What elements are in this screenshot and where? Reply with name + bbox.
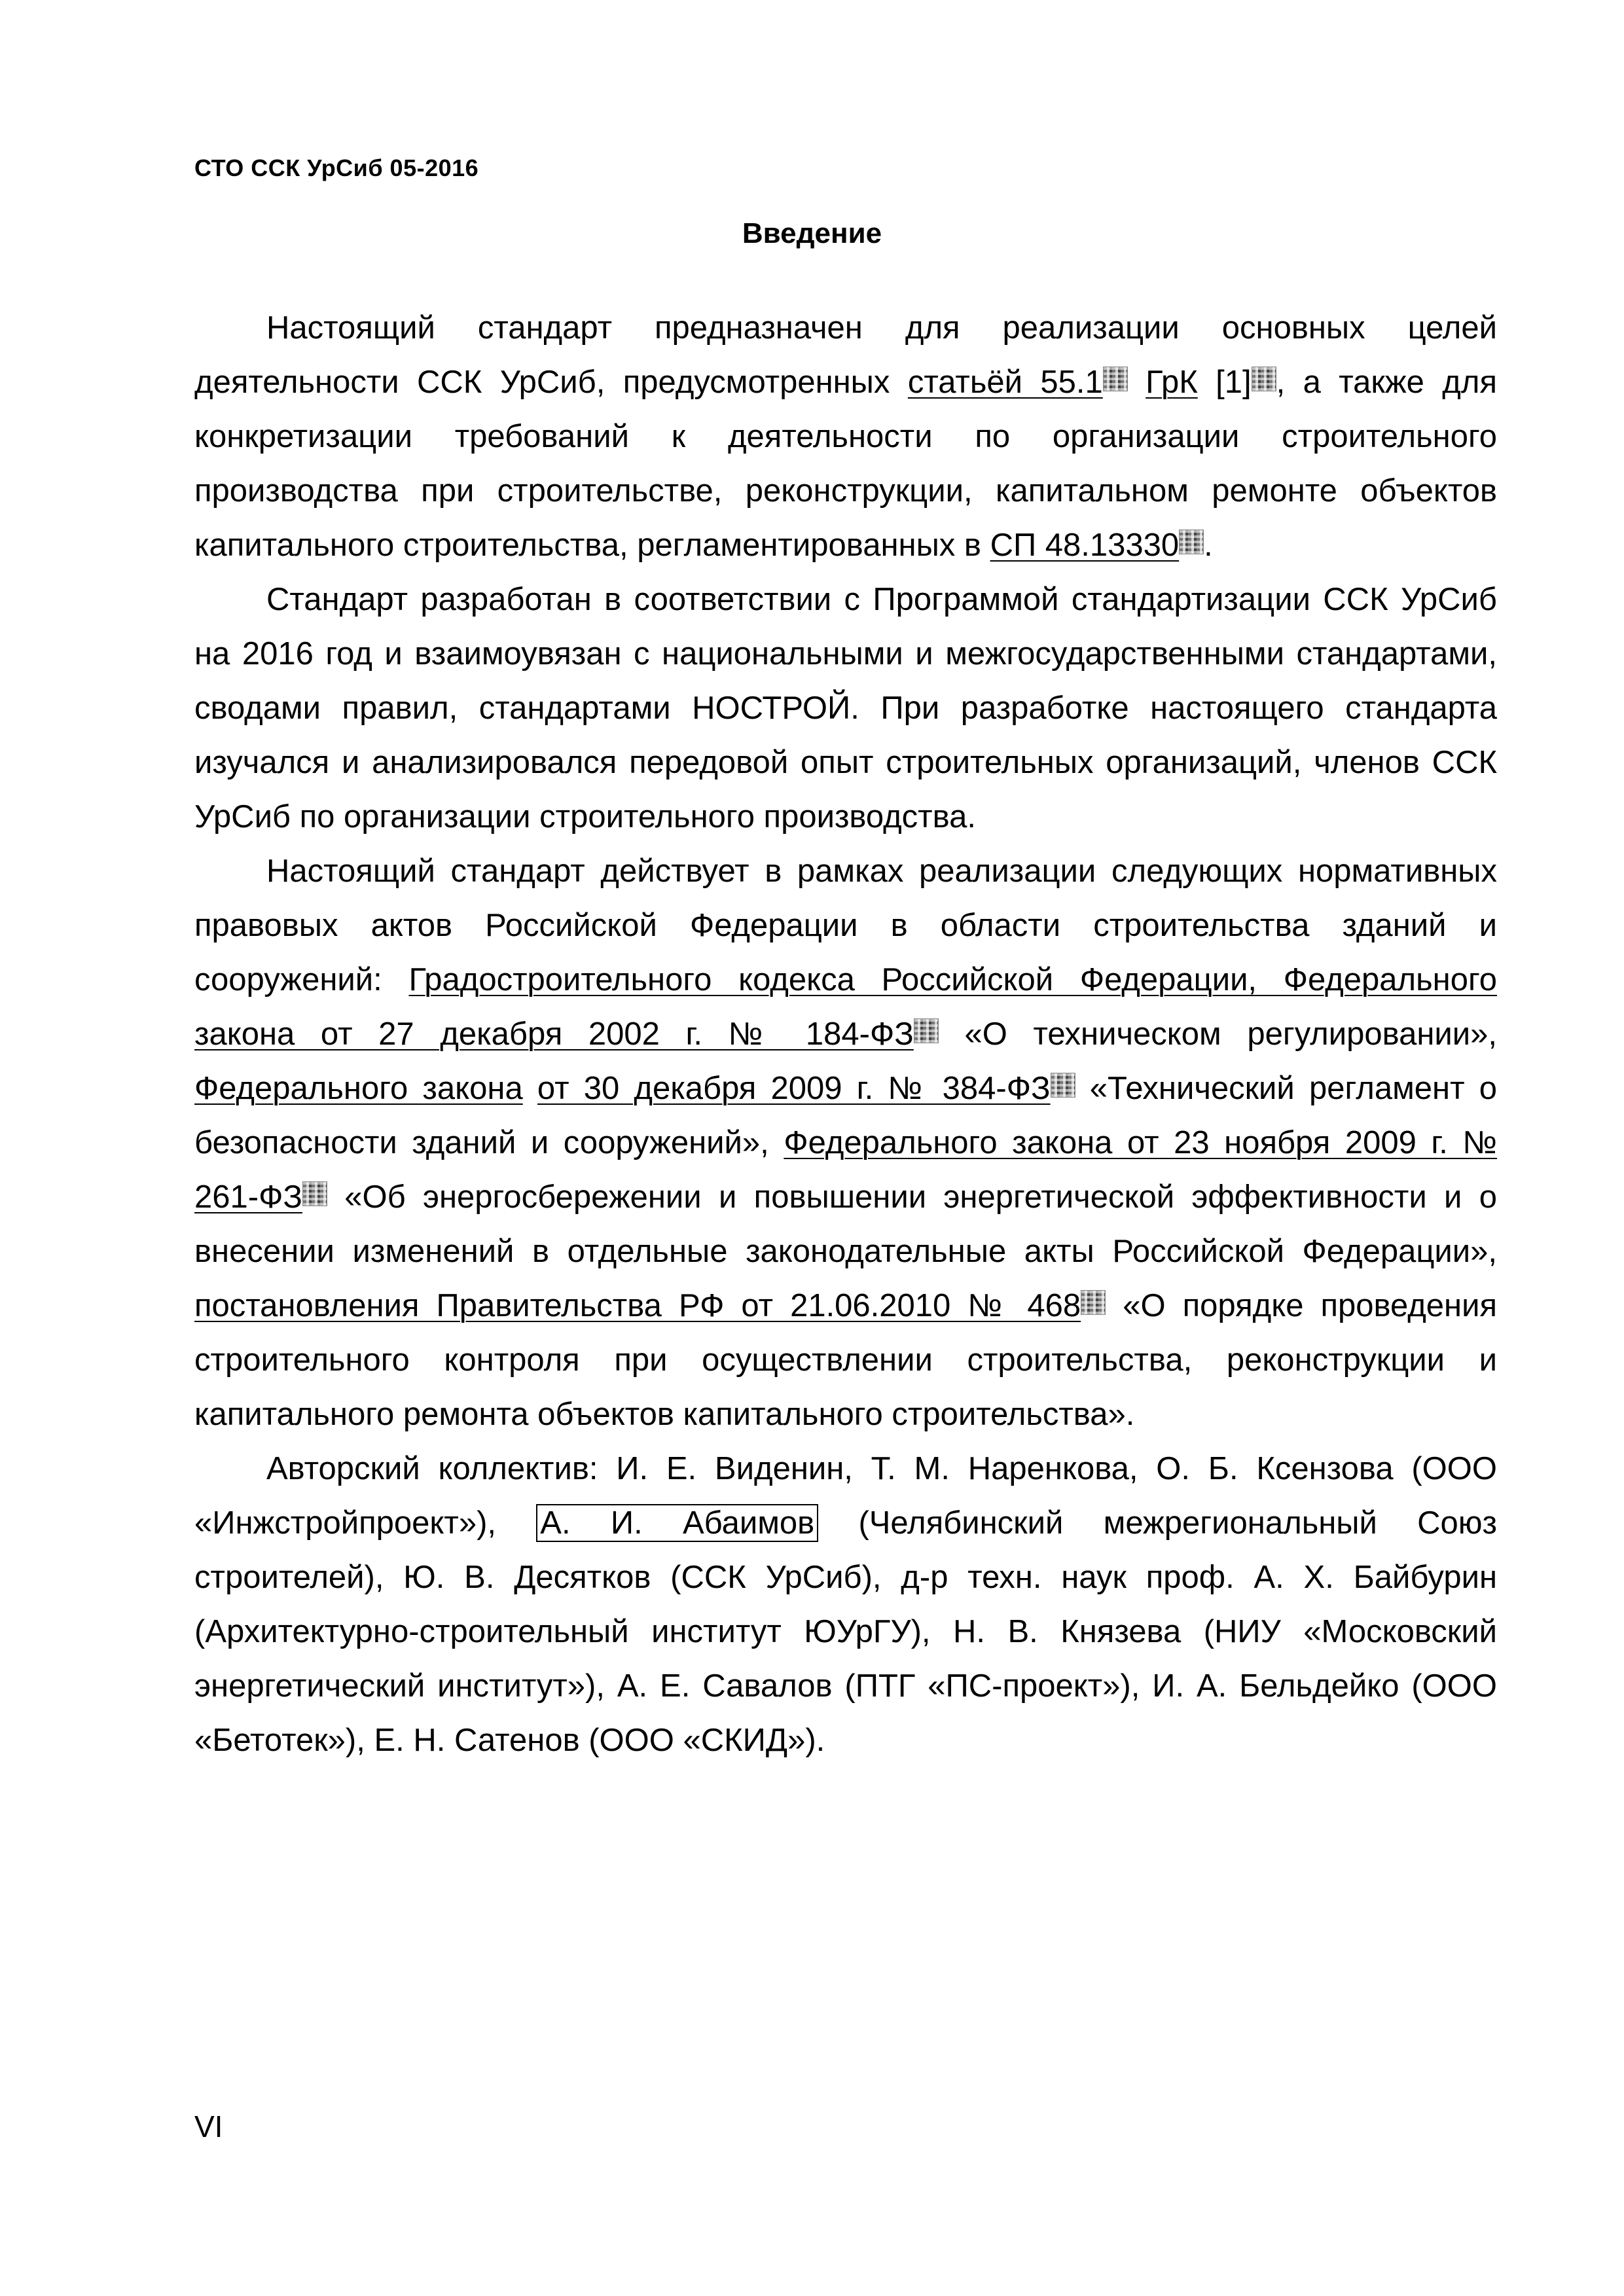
text-segment: «Об энергосбережении и повышении энергетической эффективности и о внесении изменений в отдельные законодательные акты Российской Федерации», (194, 1179, 1497, 1269)
text-segment: . (1204, 528, 1213, 563)
text-segment: Настоящий стандарт действует в рамках реализации следующих нормативных правовых актов Российской Федерации в области строительства зданий и сооружений: (194, 853, 1497, 997)
link-federal-law[interactable]: Федерального закона (194, 1071, 523, 1106)
link-261-fz[interactable]: Федерального закона от 23 ноября 2009 г. № 261-ФЗ (194, 1125, 1497, 1215)
paragraph-program: Стандарт разработан в соответствии с Программой стандартизации ССК УрСиб на 2016 год и взаимоувязан с национальными и межгосударственными стандартами, сводами правил, стандартами НОСТРОЙ. При разработке настоящего стандарта изучался и анализировался передовой опыт строительных организаций, членов ССК УрСиб по организации строительного производства. (194, 582, 1497, 834)
text-segment: «Технический регламент о безопасности зданий и сооружений», (194, 1071, 1497, 1160)
link-gradostroitelny-kodeks[interactable]: Градостроительного кодекса Российской Федерации, Федерального закона от 27 декабря 2002 г. № 184-ФЗ (194, 962, 1497, 1052)
page-title: Введение (742, 217, 882, 249)
qr-code-icon (1051, 1073, 1075, 1098)
text-segment: «О порядке проведения строительного контроля при осуществлении строительства, реконструкции и капитального ремонта объектов капитального строительства». (194, 1288, 1498, 1432)
highlighted-author-name: А. И. Абаимов (536, 1504, 818, 1542)
paragraph-purpose (194, 301, 1497, 573)
qr-code-icon (1081, 1290, 1106, 1315)
text-segment: Авторский коллектив: И. Е. Виденин, Т. М. Наренкова, О. Б. Ксензова (ООО «Инжстройпроект»), (194, 1451, 1497, 1541)
text-segment: Настоящий стандарт предназначен для реализации основных целей деятельности ССК УрСиб, предусмотренных (194, 310, 1497, 400)
link-sp-48-13330[interactable]: СП 48.13330 (990, 528, 1180, 563)
document-code: СТО ССК УрСиб 05-2016 (194, 154, 479, 181)
link-postanovlenie-468[interactable]: постановления Правительства РФ от 21.06.2010 № 468 (194, 1288, 1081, 1323)
text-segment: «О техническом регулировании», (938, 1016, 1497, 1052)
qr-code-icon (1252, 367, 1276, 391)
text-segment: (Челябинский межрегиональный Союз строителей), Ю. В. Десятков (ССК УрСиб), д-р техн. наук проф. А. Х. Байбурин (Архитектурно-строительный институт ЮУрГУ), Н. В. Князева (НИУ «Московский энергетический институт»), А. Е. Савалов (ПТГ «ПС-проект»), И. А. Бельдейко (ООО «Бетотек»), Е. Н. Сатенов (ООО «СКИД»). (194, 1505, 1497, 1758)
text-segment (1128, 365, 1146, 400)
link-384-fz[interactable]: от 30 декабря 2009 г. № 384-ФЗ (537, 1071, 1051, 1106)
text-segment (523, 1071, 537, 1106)
page-number: VI (194, 2109, 223, 2144)
paragraph-authors (194, 1442, 1497, 1768)
qr-code-icon (1179, 529, 1204, 554)
text-segment: , а также для конкретизации требований к деятельности по организации строительного производства при строительстве, реконструкции, капитальном ремонте объектов капитального строительства, регламентированных в (194, 365, 1498, 563)
qr-code-icon (302, 1181, 327, 1206)
qr-code-icon (1103, 367, 1128, 391)
link-grk[interactable]: ГрК (1146, 365, 1198, 400)
text-segment: [1] (1197, 365, 1252, 400)
paragraph-legal-acts (194, 844, 1497, 1442)
document-body (194, 301, 1497, 1768)
qr-code-icon (914, 1018, 939, 1043)
link-article-55-1[interactable]: статьёй 55.1 (907, 365, 1103, 400)
